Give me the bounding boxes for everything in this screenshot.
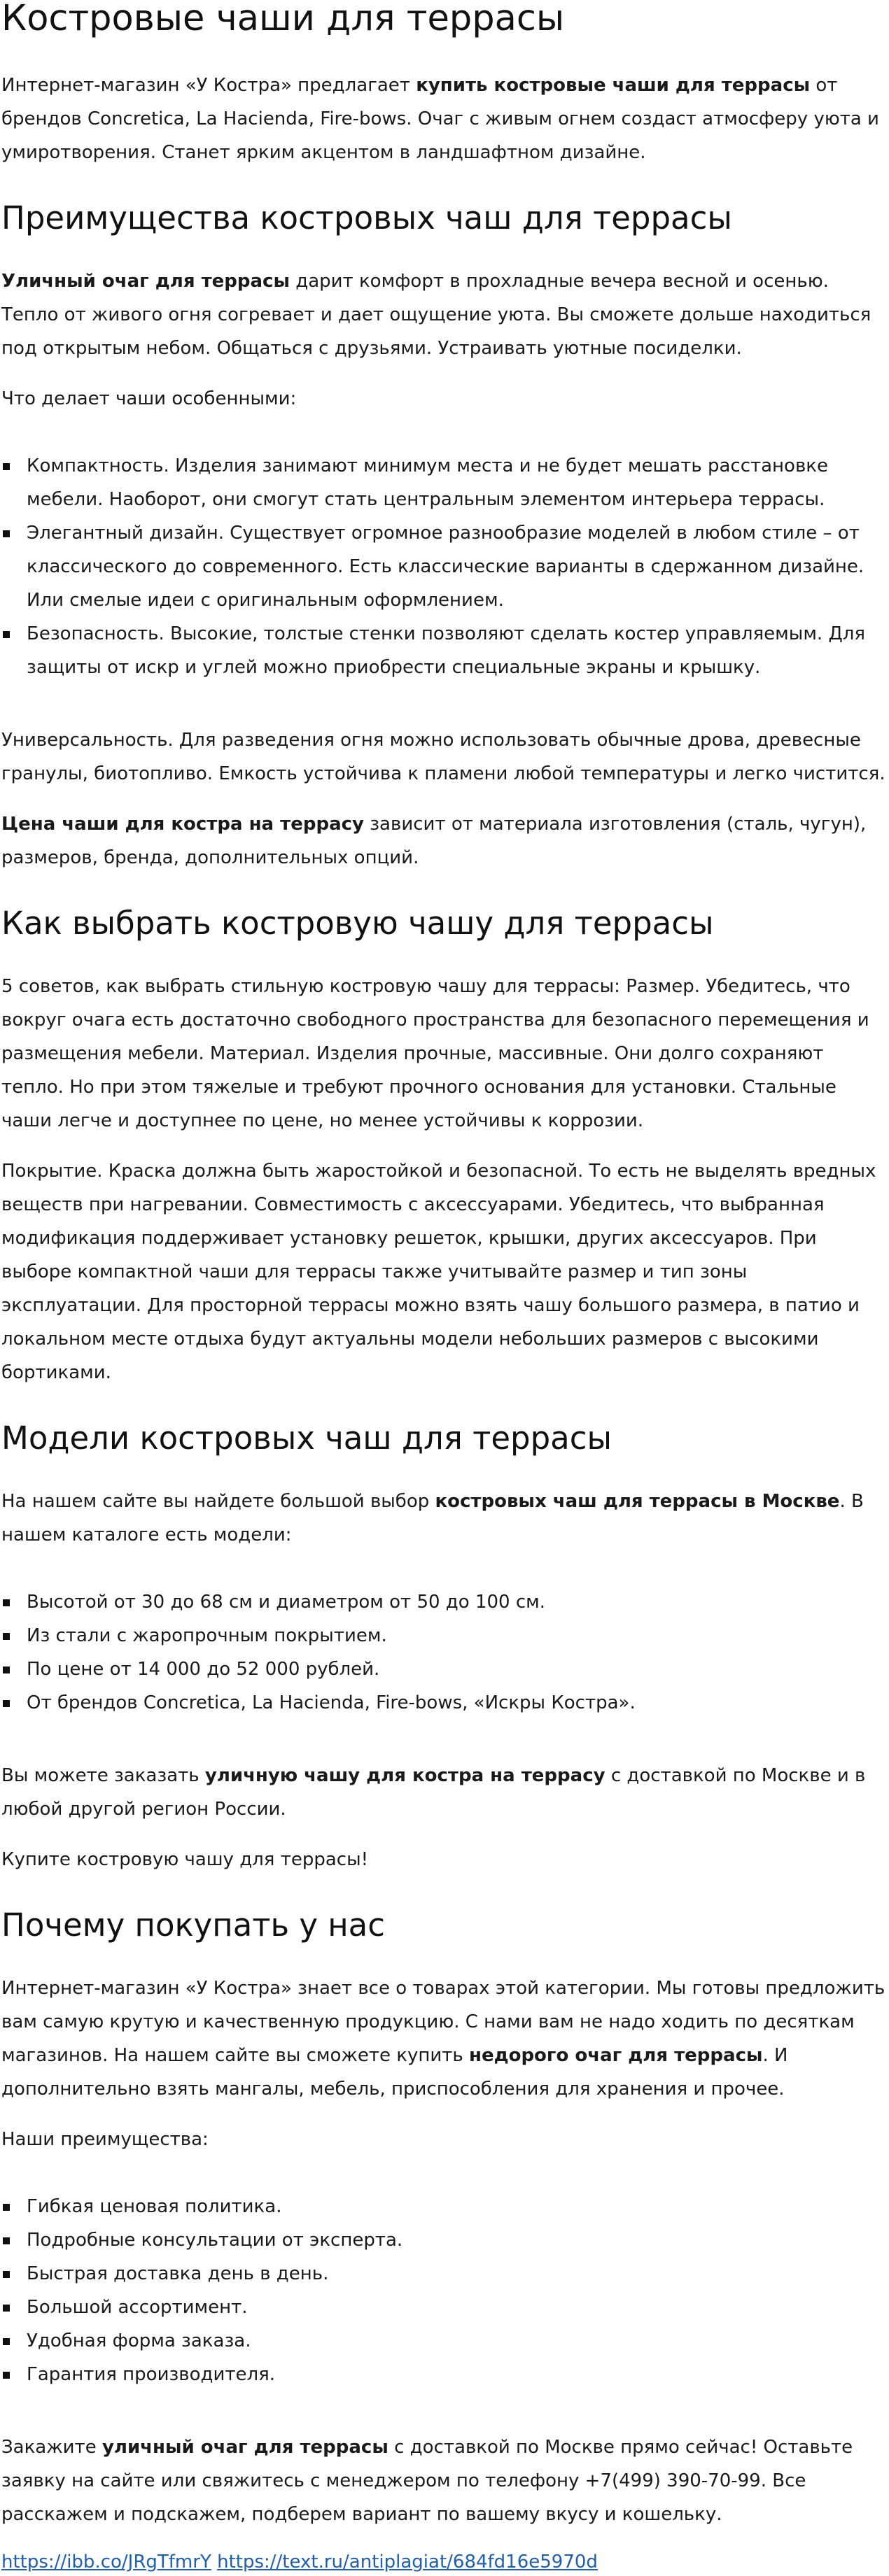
list-item: Гибкая ценовая политика. (27, 2190, 888, 2223)
advantages-paragraph-2: Что делает чаши особенными: (1, 388, 297, 409)
models-p1-bold: костровых чаш для террасы в Москве (435, 1491, 840, 1512)
advantages-p4-rest: зависит от материала изготовления (сталь, чугун), размеров, бренда, дополнительных опций. (1, 814, 867, 868)
intro-text-bold: купить костровые чаши для террасы (416, 75, 811, 96)
why-paragraph-2: Наши преимущества: (1, 2129, 209, 2150)
why-p1-pre: Интернет-магазин «У Костра» знает все о товарах этой категории. Мы готовы предложить вам самую крутую и качественную продукцию. С нами вам не надо ходить по десяткам магазинов. На нашем сайте вы сможете купить (1, 1978, 886, 2066)
list-item: Высотой от 30 до 68 см и диаметром от 50 до 100 см. (27, 1585, 888, 1619)
models-p1-post: . В нашем каталоге есть модели: (1, 1491, 864, 1545)
image-link[interactable]: https://ibb.co/JRgTfmrY (1, 2552, 211, 2573)
list-item: Подробные консультации от эксперта. (27, 2223, 888, 2257)
choose-paragraph-2: Покрытие. Краска должна быть жаростойкой и безопасной. То есть не выделять вредных веществ при нагревании. Совместимость с аксессуарами. Убедитесь, что выбранная модификация поддерживает установку решеток, крышки, других аксессуаров. При выборе компактной чаши для террасы также учитывайте размер и тип зоны эксплуатации. Для просторной террасы можно взять чашу большого размера, в патио и локальном месте отдыха будут актуальны модели небольших размеров с высокими бортиками. (1, 1161, 876, 1383)
advantages-list (1, 449, 888, 684)
list-item: Гарантия производителя. (27, 2358, 888, 2391)
list-item: Компактность. Изделия занимают минимум места и не будет мешать расстановке мебели. Наоборот, они смогут стать центральным элементом интерьера террасы. (27, 449, 888, 516)
why-paragraph-3 (1, 2430, 888, 2531)
choose-paragraph-1: 5 советов, как выбрать стильную костровую чашу для террасы: Размер. Убедитесь, что вокруг очага есть достаточно свободного пространства для безопасного перемещения и размещения мебели. Материал. Изделия прочные, массивные. Они долго сохраняют тепло. Но при этом тяжелые и требуют прочного основания для установки. Стальные чаши легче и доступнее по цене, но менее устойчивы к коррозии. (1, 976, 869, 1131)
list-item: Элегантный дизайн. Существует огромное разнообразие моделей в любом стиле – от классического до современного. Есть классические варианты в сдержанном дизайне. Или смелые идеи с оригинальным оформлением. (27, 516, 888, 617)
list-item: От брендов Concretica, La Hacienda, Fire-bows, «Искры Костра». (27, 1686, 888, 1720)
why-list (1, 2190, 888, 2391)
list-item: Из стали с жаропрочным покрытием. (27, 1619, 888, 1653)
models-paragraph-3: Купите костровую чашу для террасы! (1, 1849, 369, 1870)
why-paragraph-1 (1, 1972, 888, 2106)
models-paragraph-2 (1, 1759, 888, 1826)
list-item: Удобная форма заказа. (27, 2324, 888, 2358)
models-p2-pre: Вы можете заказать (1, 1765, 205, 1786)
advantages-p1-bold: Уличный очаг для террасы (1, 271, 290, 292)
list-item: Быстрая доставка день в день. (27, 2257, 888, 2291)
advantages-heading: Преимущества костровых чаш для террасы (1, 199, 732, 236)
advantages-paragraph-4 (1, 807, 888, 875)
antiplagiat-link[interactable]: https://text.ru/antiplagiat/684fd16e5970d (217, 2552, 598, 2573)
choose-heading: Как выбрать костровую чашу для террасы (1, 905, 714, 942)
models-heading: Модели костровых чаш для террасы (1, 1420, 612, 1457)
why-p3-bold: уличный очаг для террасы (102, 2437, 388, 2458)
advantages-p4-bold: Цена чаши для костра на террасу (1, 814, 364, 835)
intro-paragraph (1, 69, 888, 169)
list-item: По цене от 14 000 до 52 000 рублей. (27, 1653, 888, 1686)
why-p3-post: с доставкой по Москве прямо сейчас! Оставьте заявку на сайте или свяжитесь с менеджером по телефону +7(499) 390-70-99. Все расскажем и подскажем, подберем вариант по вашему вкусу и кошельку. (1, 2437, 853, 2525)
models-paragraph-1 (1, 1485, 888, 1552)
intro-text-pre: Интернет-магазин «У Костра» предлагает (1, 75, 416, 96)
models-p1-pre: На нашем сайте вы найдете большой выбор (1, 1491, 435, 1512)
page-title: Костровые чаши для террасы (1, 0, 565, 39)
intro-text-post: от брендов Concretica, La Hacienda, Fire-bows. Очаг с живым огнем создаст атмосферу уюта и умиротворения. Станет ярким акцентом в ландшафтном дизайне. (1, 75, 879, 163)
why-p1-bold: недорого очаг для террасы (468, 2045, 763, 2066)
advantages-paragraph-1 (1, 264, 888, 365)
models-p2-bold: уличную чашу для костра на террасу (204, 1765, 606, 1786)
list-item: Большой ассортимент. (27, 2291, 888, 2324)
models-list (1, 1585, 888, 1720)
why-heading: Почему покупать у нас (1, 1906, 385, 1944)
advantages-paragraph-3: Универсальность. Для разведения огня можно использовать обычные дрова, древесные гранулы, биотопливо. Емкость устойчива к пламени любой температуры и легко чистится. (1, 730, 886, 784)
list-item: Безопасность. Высокие, толстые стенки позволяют сделать костер управляемым. Для защиты от искр и углей можно приобрести специальные экраны и крышку. (27, 617, 888, 684)
why-p3-pre: Закажите (1, 2437, 102, 2458)
source-links (1, 2548, 888, 2576)
advantages-p1-rest: дарит комфорт в прохладные вечера весной и осенью. Тепло от живого огня согревает и дает ощущение уюта. Вы сможете дольше находиться под открытым небом. Общаться с друзьями. Устраивать уютные посиделки. (1, 271, 872, 359)
models-p2-post: с доставкой по Москве и в любой другой регион России. (1, 1765, 866, 1820)
why-p1-post: . И дополнительно взять мангалы, мебель, приспособления для хранения и прочее. (1, 2045, 788, 2100)
